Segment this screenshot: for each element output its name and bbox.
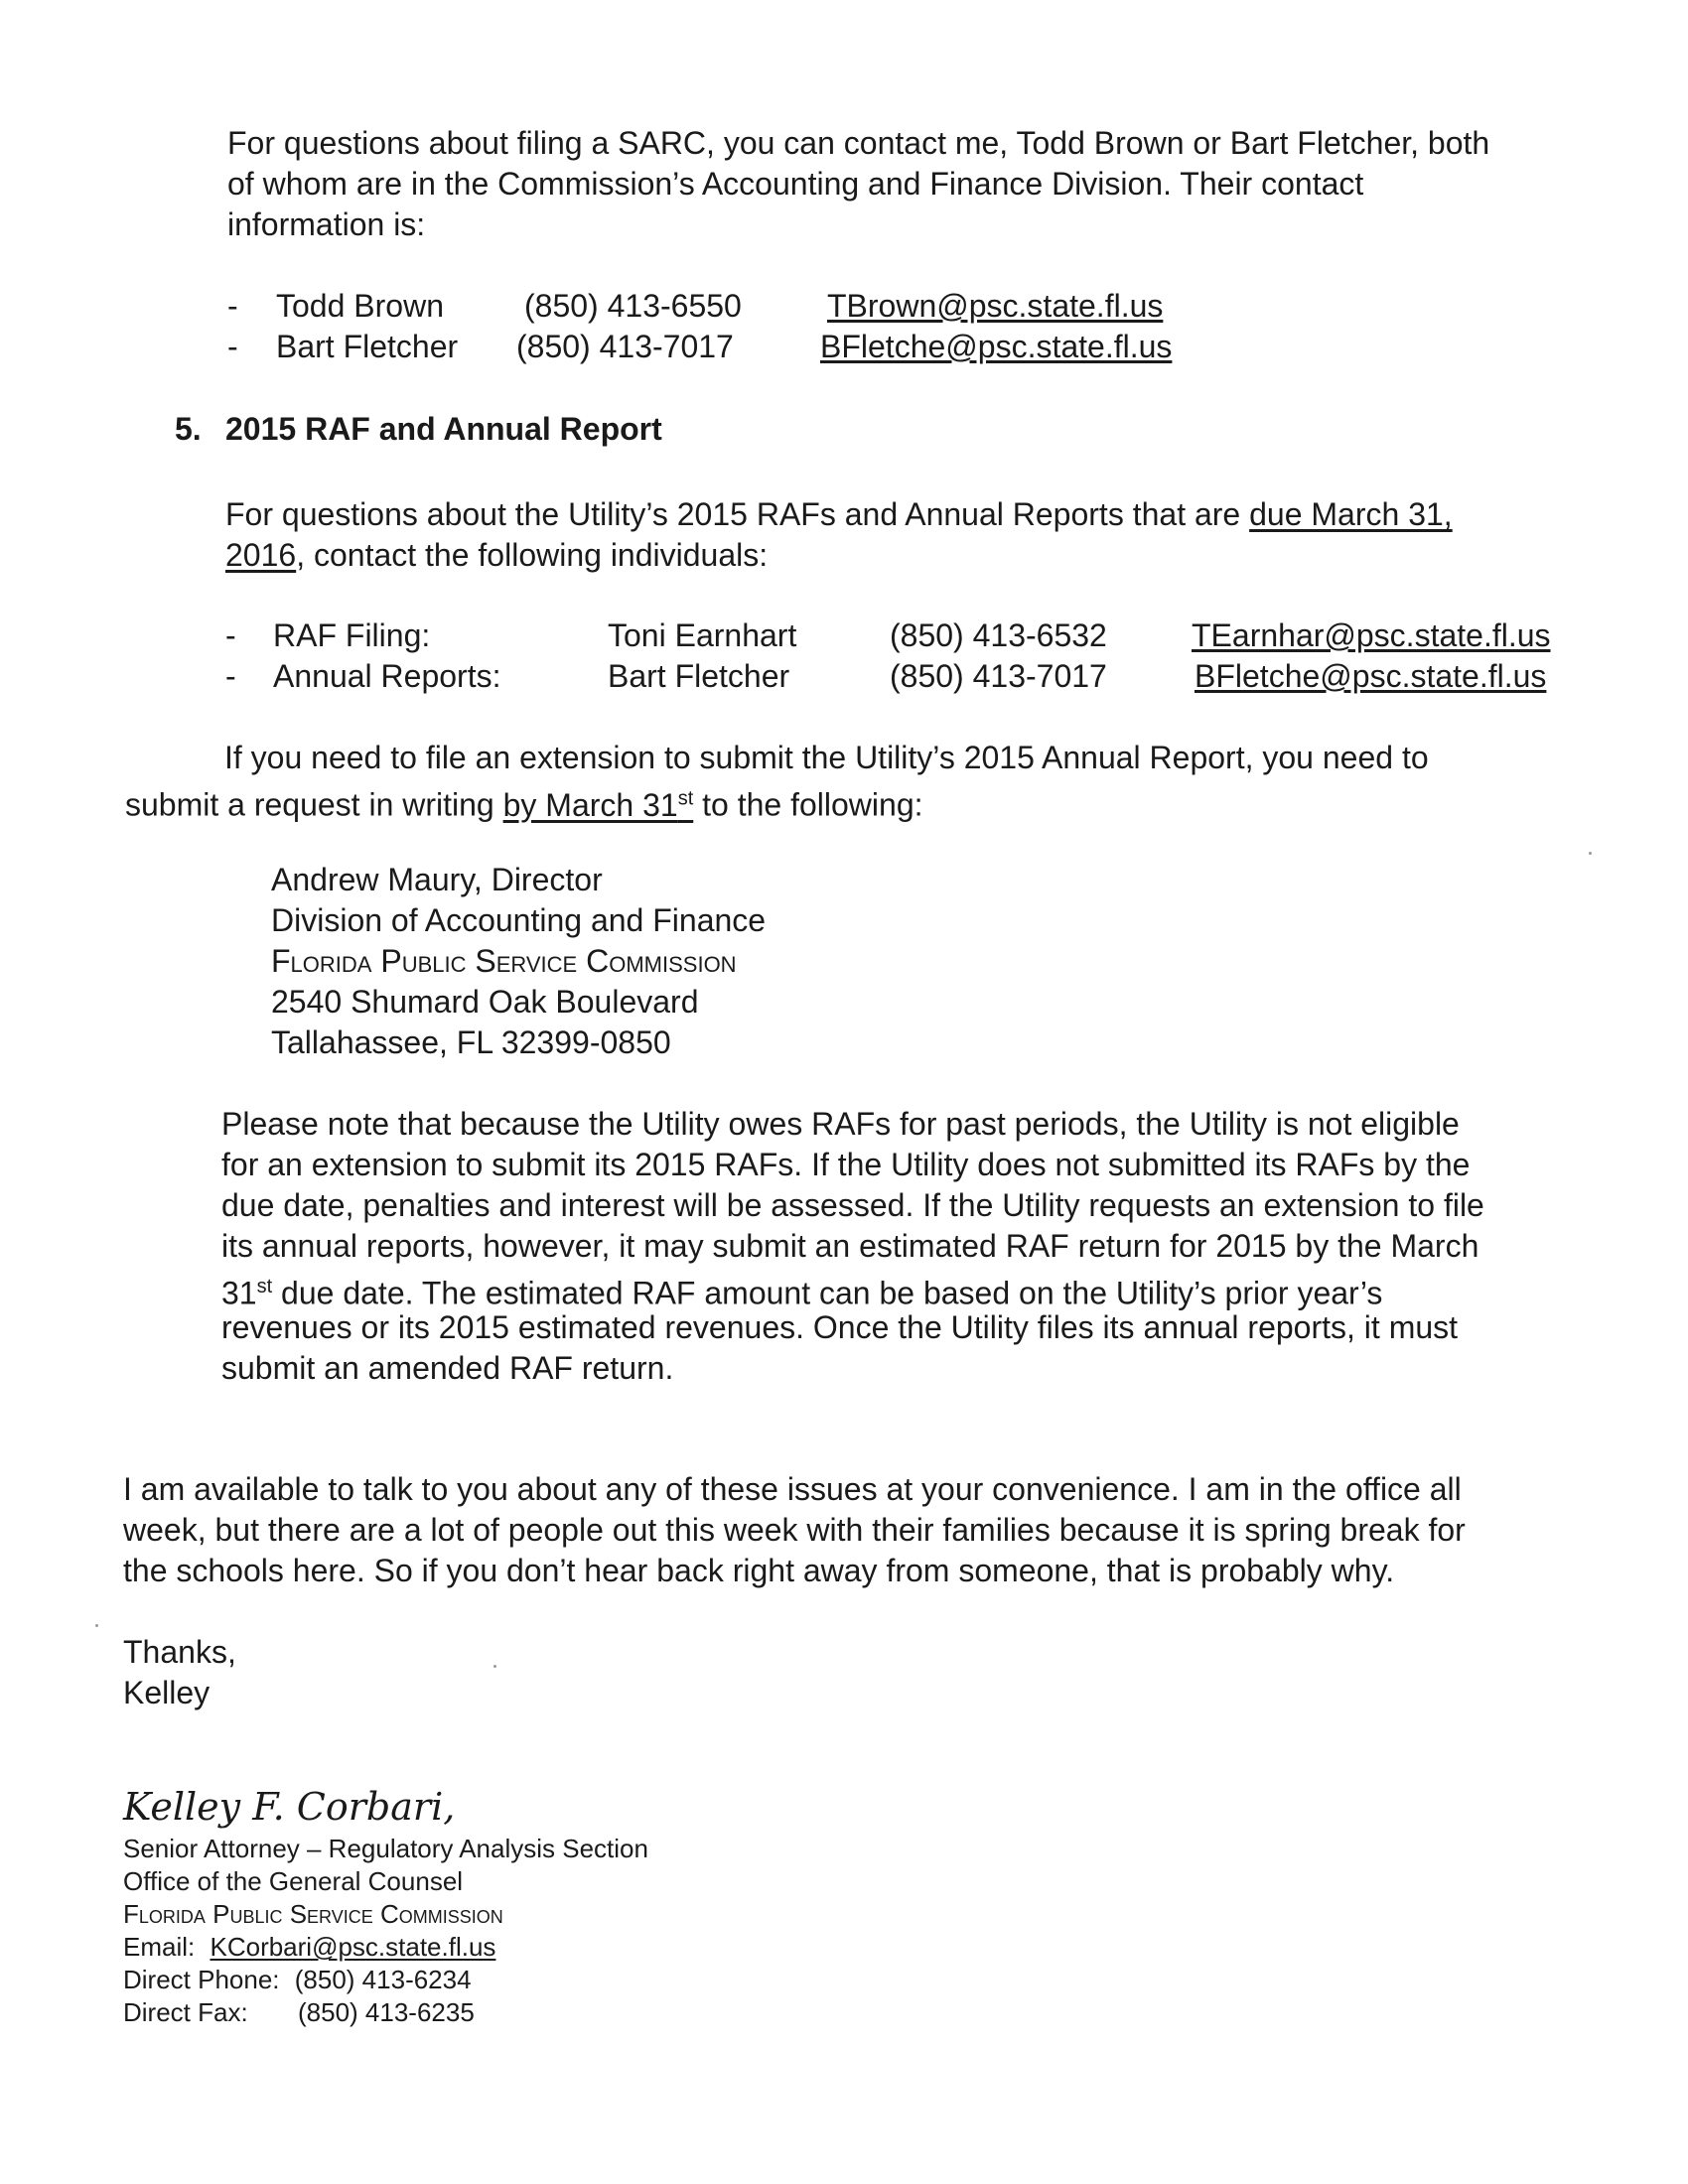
address-line-3: Florida Public Service Commission: [271, 943, 737, 979]
signature-email-link[interactable]: KCorbari@psc.state.fl.us: [210, 1932, 496, 1962]
signature-fax-row: [123, 1996, 475, 2029]
due-year-underlined: 2016: [225, 537, 297, 573]
intro-line-1: For questions about filing a SARC, you can contact me, Todd Brown or Bart Fletcher, both: [227, 125, 1490, 161]
address-line-4: 2540 Shumard Oak Boulevard: [271, 984, 699, 1020]
scan-speck: [493, 1665, 496, 1668]
contact-name: Bart Fletcher: [608, 658, 790, 694]
closing-line-3: the schools here. So if you don’t hear back right away from someone, that is probably why.: [123, 1553, 1395, 1588]
contact-email-link[interactable]: TBrown@psc.state.fl.us: [827, 288, 1164, 324]
email-label: Email:: [123, 1932, 196, 1962]
due-date-underlined: due March 31,: [1249, 496, 1453, 532]
signoff-thanks: Thanks,: [123, 1634, 236, 1670]
extension-line-1: If you need to file an extension to submit the Utility’s 2015 Annual Report, you need to: [224, 740, 1429, 775]
contact-phone: (850) 413-6532: [890, 617, 1107, 653]
contact-name: Toni Earnhart: [608, 617, 797, 653]
contact-email-link[interactable]: TEarnhar@psc.state.fl.us: [1192, 617, 1551, 653]
phone-value: (850) 413-6234: [294, 1965, 472, 1994]
signature-email-row: [123, 1931, 495, 1964]
extension-line-2: [125, 778, 923, 826]
section5-paragraph-line-1: [225, 494, 1453, 535]
section-heading: 2015 RAF and Annual Report: [225, 411, 662, 447]
signature-org: Florida Public Service Commission: [123, 1899, 503, 1929]
address-line-2: Division of Accounting and Finance: [271, 902, 767, 938]
note-line-2: for an extension to submit its 2015 RAFs. If the Utility does not submitted its RAFs by the: [221, 1147, 1471, 1182]
contact-name: Todd Brown: [276, 288, 444, 324]
contact-email-link[interactable]: BFletche@psc.state.fl.us: [1195, 658, 1547, 694]
contact-phone: (850) 413-7017: [890, 658, 1107, 694]
section-number: 5.: [175, 411, 202, 447]
contact-role: Annual Reports:: [273, 658, 501, 694]
section5-text: For questions about the Utility’s 2015 RAFs and Annual Reports that are: [225, 496, 1250, 532]
list-bullet: -: [227, 329, 238, 364]
note-line-3: due date, penalties and interest will be assessed. If the Utility requests an extension to file: [221, 1187, 1484, 1223]
contact-email-link[interactable]: BFletche@psc.state.fl.us: [820, 329, 1173, 364]
address-line-5: Tallahassee, FL 32399-0850: [271, 1024, 671, 1060]
signature-phone-row: [123, 1964, 472, 1996]
note-text: due date. The estimated RAF amount can be based on the Utility’s prior year’s: [272, 1275, 1383, 1311]
signature-title: Senior Attorney – Regulatory Analysis Section: [123, 1834, 648, 1863]
signoff-name: Kelley: [123, 1675, 211, 1710]
fax-label: Direct Fax:: [123, 1997, 248, 2027]
note-line-6: revenues or its 2015 estimated revenues. Once the Utility files its annual reports, it must: [221, 1309, 1459, 1345]
list-bullet: -: [225, 658, 236, 694]
note-line-7: submit an amended RAF return.: [221, 1350, 674, 1386]
fax-value: (850) 413-6235: [298, 1997, 475, 2027]
deadline-text: by March 31: [502, 786, 678, 823]
scan-speck: [95, 1624, 98, 1627]
ordinal-suffix: st: [256, 1276, 273, 1297]
closing-line-2: week, but there are a lot of people out this week with their families because it is spring break for: [123, 1512, 1466, 1548]
signature-office: Office of the General Counsel: [123, 1866, 464, 1896]
note-text: 31: [221, 1275, 257, 1311]
list-bullet: -: [225, 617, 236, 653]
ordinal-suffix: st: [677, 787, 694, 809]
phone-label: Direct Phone:: [123, 1965, 280, 1994]
section5-text: , contact the following individuals:: [296, 537, 769, 573]
deadline-underlined: [503, 787, 694, 823]
contact-phone: (850) 413-7017: [516, 329, 734, 364]
intro-line-2: of whom are in the Commission’s Accounting and Finance Division. Their contact: [227, 166, 1364, 202]
contact-name: Bart Fletcher: [276, 329, 459, 364]
contact-phone: (850) 413-6550: [524, 288, 742, 324]
list-bullet: -: [227, 288, 238, 324]
section5-paragraph-line-2: [225, 535, 768, 576]
intro-line-3: information is:: [227, 206, 426, 242]
extension-text: to the following:: [693, 786, 923, 823]
note-line-4: its annual reports, however, it may submit an estimated RAF return for 2015 by the March: [221, 1228, 1479, 1264]
scan-speck: [1589, 852, 1592, 855]
address-line-1: Andrew Maury, Director: [271, 862, 603, 897]
signature-script-name: Kelley F. Corbari,: [123, 1785, 456, 1829]
closing-line-1: I am available to talk to you about any of these issues at your convenience. I am in the office all: [123, 1471, 1462, 1507]
contact-role: RAF Filing:: [273, 617, 431, 653]
extension-text: submit a request in writing: [125, 786, 503, 823]
note-line-1: Please note that because the Utility owes RAFs for past periods, the Utility is not eligible: [221, 1106, 1460, 1142]
